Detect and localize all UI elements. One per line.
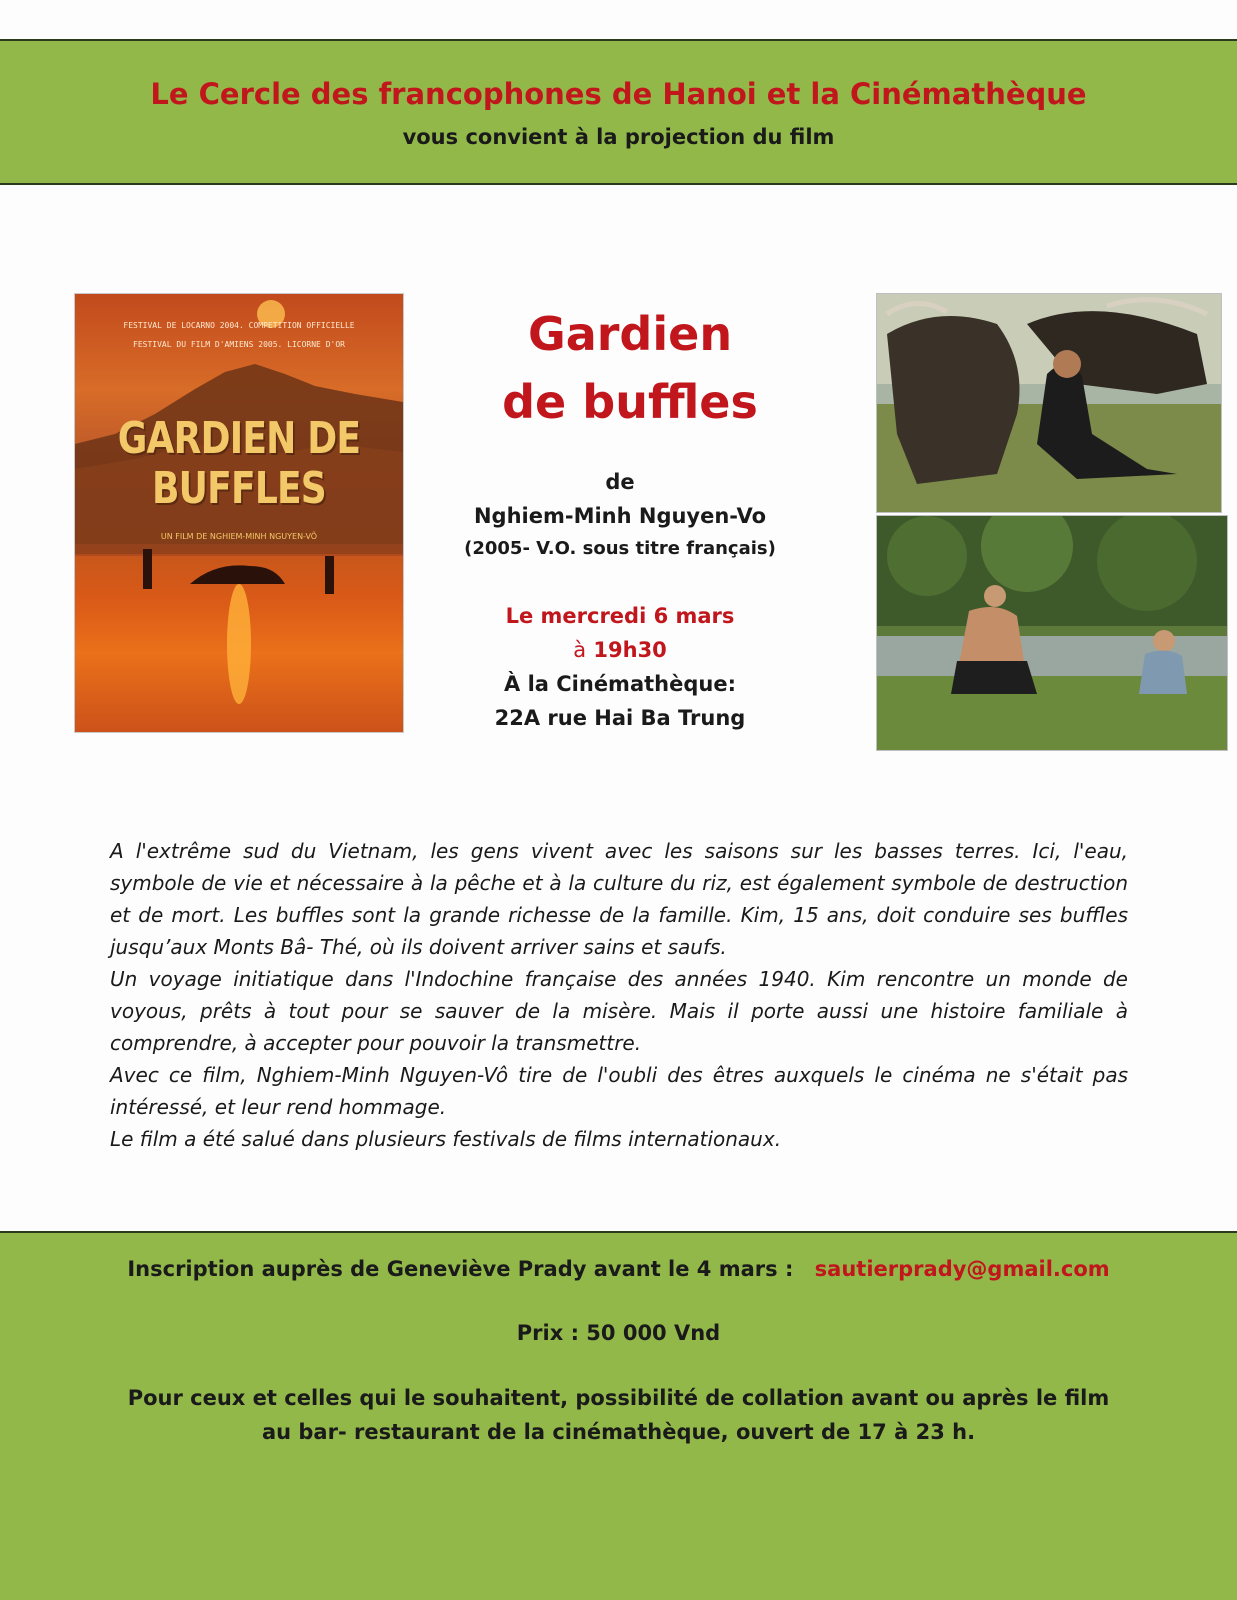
poster-credit: UN FILM DE NGHIEM-MINH NGUYEN-VÕ — [160, 532, 318, 541]
registration-line — [0, 1257, 1237, 1281]
film-title — [470, 300, 790, 436]
screening-date: Le mercredi 6 mars — [505, 604, 735, 628]
organizer-heading: Le Cercle des francophones de Hanoi et la Cinémathèque — [150, 77, 1087, 111]
synopsis-paragraph: Le film a été salué dans plusieurs festivals de films internationaux. — [110, 1127, 782, 1151]
refreshment-note: Pour ceux et celles qui le souhaitent, possibilité de collation avant ou après le film au bar- restaurant de la cinémathèque, ouvert de 17 à 23 h. — [127, 1386, 1110, 1444]
screening-time-value: 19h30 — [593, 638, 667, 662]
footer-band — [0, 1231, 1237, 1600]
film-title-line2: de buffles — [502, 375, 758, 429]
screening-time-prefix: à — [573, 638, 587, 662]
synopsis-paragraph: A l'extrême sud du Vietnam, les gens vivent avec les saisons sur les basses terres. Ici, l'eau, symbole de vie et nécessaire à la pêche et à la culture du riz, est également symbole de destruction et de mort. Les buffles sont la grande richesse de la famille. Kim, 15 ans, doit conduire ses buffles jusqu’aux Monts Bâ- Thé, où ils doivent arriver sains et saufs. — [110, 839, 1128, 959]
poster-title-line1: GARDIEN DE — [117, 413, 361, 464]
film-director: Nghiem-Minh Nguyen-Vo — [473, 504, 767, 528]
film-by-label: de — [605, 470, 635, 494]
ticket-price: Prix : 50 000 Vnd — [516, 1321, 721, 1345]
film-title-line1: Gardien — [527, 307, 733, 361]
poster-title — [105, 414, 374, 514]
film-still-buffalo — [876, 293, 1222, 513]
synopsis — [110, 835, 1128, 1155]
screening-time — [440, 638, 800, 662]
film-still-buffalo-image — [877, 294, 1221, 512]
film-still-river-bank — [876, 515, 1228, 751]
invitation-subheading: vous convient à la projection du film — [402, 125, 835, 149]
screening-venue: À la Cinémathèque: — [504, 672, 736, 696]
poster-title-line2: BUFFLES — [152, 463, 326, 514]
film-poster — [74, 293, 404, 733]
registration-email-link[interactable]: sautierprady@gmail.com — [814, 1257, 1110, 1281]
synopsis-paragraph: Un voyage initiatique dans l'Indochine française des années 1940. Kim rencontre un monde de voyous, prêts à tout pour se sauver de la misère. Mais il porte aussi une histoire familiale à comprendre, à accepter pour pouvoir la transmettre. — [110, 967, 1128, 1055]
screening-address: 22A rue Hai Ba Trung — [494, 706, 746, 730]
film-version: (2005- V.O. sous titre français) — [464, 538, 776, 559]
poster-festival-text: FESTIVAL DE LOCARNO 2004. COMPETITION OFFICIELLE FESTIVAL DU FILM D'AMIENS 2005. LICORNE D'OR — [123, 321, 355, 349]
registration-text: Inscription auprès de Geneviève Prady avant le 4 mars : — [127, 1257, 794, 1281]
header-band — [0, 39, 1237, 185]
film-still-river-bank-image — [877, 516, 1227, 750]
synopsis-paragraph: Avec ce film, Nghiem-Minh Nguyen-Vô tire de l'oubli des êtres auxquels le cinéma ne s'était pas intéressé, et leur rend hommage. — [110, 1063, 1128, 1119]
